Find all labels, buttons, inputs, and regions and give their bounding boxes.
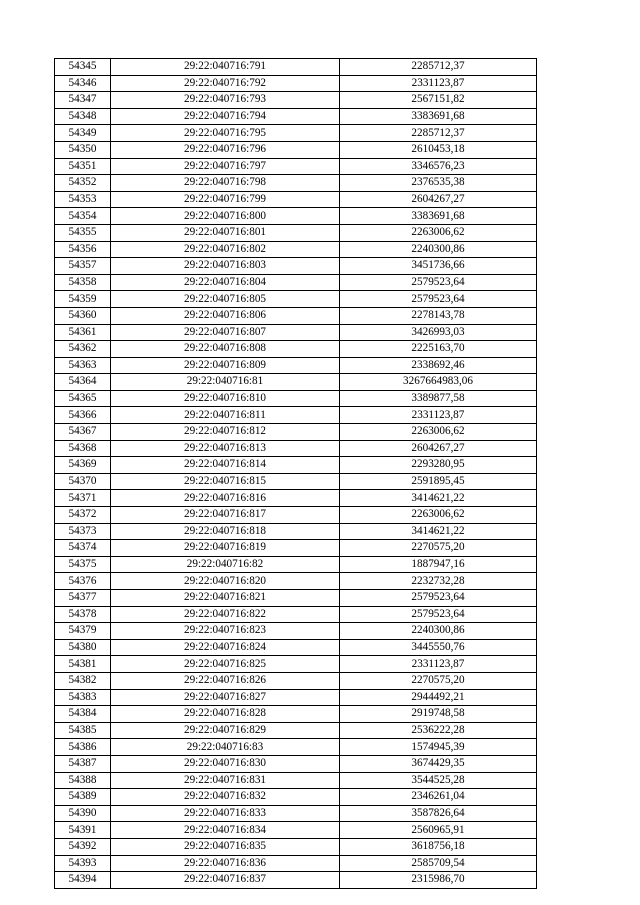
row-number-cell: 54361 (55, 324, 111, 341)
row-number-cell: 54388 (55, 772, 111, 789)
cadastral-number-cell: 29:22:040716:808 (111, 341, 340, 358)
cadastral-number-cell: 29:22:040716:82 (111, 556, 340, 573)
table-row (55, 490, 537, 507)
table-row (55, 241, 537, 258)
table-row (55, 755, 537, 772)
table-row (55, 125, 537, 142)
table-row (55, 424, 537, 441)
cadastral-value-cell: 2376535,38 (340, 175, 537, 192)
cadastral-number-cell: 29:22:040716:803 (111, 258, 340, 275)
cadastral-value-cell: 2263006,62 (340, 224, 537, 241)
cadastral-value-cell: 2331123,87 (340, 407, 537, 424)
row-number-cell: 54372 (55, 507, 111, 524)
cadastral-value-cell: 3414621,22 (340, 523, 537, 540)
cadastral-value-cell: 2919748,58 (340, 706, 537, 723)
table-row (55, 556, 537, 573)
cadastral-value-cell: 2270575,20 (340, 540, 537, 557)
cadastral-number-cell: 29:22:040716:795 (111, 125, 340, 142)
table-row (55, 175, 537, 192)
cadastral-number-cell: 29:22:040716:820 (111, 573, 340, 590)
cadastral-number-cell: 29:22:040716:798 (111, 175, 340, 192)
table-row (55, 507, 537, 524)
cadastral-value-cell: 3426993,03 (340, 324, 537, 341)
cadastral-value-cell: 2278143,78 (340, 307, 537, 324)
cadastral-number-cell: 29:22:040716:811 (111, 407, 340, 424)
table-row (55, 357, 537, 374)
cadastral-number-cell: 29:22:040716:813 (111, 440, 340, 457)
cadastral-number-cell: 29:22:040716:799 (111, 191, 340, 208)
table-row (55, 258, 537, 275)
cadastral-value-cell: 3618756,18 (340, 838, 537, 855)
cadastral-value-cell: 2560965,91 (340, 822, 537, 839)
row-number-cell: 54350 (55, 141, 111, 158)
cadastral-number-cell: 29:22:040716:822 (111, 606, 340, 623)
cadastral-value-cell: 2579523,64 (340, 606, 537, 623)
row-number-cell: 54357 (55, 258, 111, 275)
cadastral-value-cell: 2567151,82 (340, 92, 537, 109)
row-number-cell: 54370 (55, 473, 111, 490)
row-number-cell: 54381 (55, 656, 111, 673)
table-row (55, 407, 537, 424)
cadastral-number-cell: 29:22:040716:817 (111, 507, 340, 524)
cadastral-value-cell: 2225163,70 (340, 341, 537, 358)
cadastral-value-cell: 2610453,18 (340, 141, 537, 158)
cadastral-number-cell: 29:22:040716:812 (111, 424, 340, 441)
row-number-cell: 54378 (55, 606, 111, 623)
cadastral-number-cell: 29:22:040716:823 (111, 623, 340, 640)
cadastral-value-cell: 2232732,28 (340, 573, 537, 590)
row-number-cell: 54351 (55, 158, 111, 175)
cadastral-number-cell: 29:22:040716:793 (111, 92, 340, 109)
cadastral-number-cell: 29:22:040716:802 (111, 241, 340, 258)
row-number-cell: 54371 (55, 490, 111, 507)
table-row (55, 855, 537, 872)
cadastral-value-cell: 2579523,64 (340, 590, 537, 607)
table-row (55, 108, 537, 125)
cadastral-value-cell: 2579523,64 (340, 291, 537, 308)
cadastral-value-cell: 2579523,64 (340, 274, 537, 291)
cadastral-value-cell: 2331123,87 (340, 656, 537, 673)
cadastral-value-cell: 2604267,27 (340, 440, 537, 457)
table-row (55, 440, 537, 457)
cadastral-number-cell: 29:22:040716:792 (111, 75, 340, 92)
row-number-cell: 54377 (55, 590, 111, 607)
cadastral-value-cell: 2263006,62 (340, 507, 537, 524)
cadastral-value-cell: 3383691,68 (340, 108, 537, 125)
cadastral-value-cell: 2285712,37 (340, 125, 537, 142)
cadastral-number-cell: 29:22:040716:821 (111, 590, 340, 607)
cadastral-number-cell: 29:22:040716:818 (111, 523, 340, 540)
row-number-cell: 54382 (55, 672, 111, 689)
cadastral-number-cell: 29:22:040716:837 (111, 872, 340, 889)
cadastral-value-cell: 3389877,58 (340, 390, 537, 407)
cadastral-number-cell: 29:22:040716:824 (111, 639, 340, 656)
row-number-cell: 54385 (55, 722, 111, 739)
row-number-cell: 54365 (55, 390, 111, 407)
cadastral-number-cell: 29:22:040716:828 (111, 706, 340, 723)
row-number-cell: 54376 (55, 573, 111, 590)
cadastral-number-cell: 29:22:040716:827 (111, 689, 340, 706)
row-number-cell: 54359 (55, 291, 111, 308)
row-number-cell: 54392 (55, 838, 111, 855)
table-row (55, 523, 537, 540)
cadastral-value-cell: 1887947,16 (340, 556, 537, 573)
row-number-cell: 54384 (55, 706, 111, 723)
cadastral-number-cell: 29:22:040716:800 (111, 208, 340, 225)
row-number-cell: 54390 (55, 805, 111, 822)
cadastral-value-table (54, 58, 537, 889)
cadastral-value-cell: 2270575,20 (340, 672, 537, 689)
cadastral-number-cell: 29:22:040716:832 (111, 789, 340, 806)
row-number-cell: 54345 (55, 59, 111, 76)
table-row (55, 689, 537, 706)
table-row (55, 341, 537, 358)
table-row (55, 274, 537, 291)
row-number-cell: 54364 (55, 374, 111, 391)
cadastral-value-cell: 2293280,95 (340, 457, 537, 474)
table-row (55, 307, 537, 324)
cadastral-value-cell: 2240300,86 (340, 623, 537, 640)
table-row (55, 473, 537, 490)
cadastral-value-cell: 2285712,37 (340, 59, 537, 76)
cadastral-number-cell: 29:22:040716:834 (111, 822, 340, 839)
cadastral-value-cell: 3445550,76 (340, 639, 537, 656)
cadastral-value-cell: 2536222,28 (340, 722, 537, 739)
cadastral-number-cell: 29:22:040716:829 (111, 722, 340, 739)
cadastral-value-cell: 2585709,54 (340, 855, 537, 872)
cadastral-number-cell: 29:22:040716:825 (111, 656, 340, 673)
cadastral-value-cell: 3544525,28 (340, 772, 537, 789)
table-row (55, 390, 537, 407)
row-number-cell: 54367 (55, 424, 111, 441)
cadastral-value-cell: 3587826,64 (340, 805, 537, 822)
cadastral-value-cell: 3451736,66 (340, 258, 537, 275)
row-number-cell: 54348 (55, 108, 111, 125)
row-number-cell: 54349 (55, 125, 111, 142)
cadastral-value-cell: 3267664983,06 (340, 374, 537, 391)
row-number-cell: 54366 (55, 407, 111, 424)
cadastral-value-cell: 2263006,62 (340, 424, 537, 441)
row-number-cell: 54386 (55, 739, 111, 756)
row-number-cell: 54360 (55, 307, 111, 324)
cadastral-number-cell: 29:22:040716:809 (111, 357, 340, 374)
cadastral-number-cell: 29:22:040716:830 (111, 755, 340, 772)
cadastral-number-cell: 29:22:040716:805 (111, 291, 340, 308)
cadastral-value-cell: 2315986,70 (340, 872, 537, 889)
row-number-cell: 54375 (55, 556, 111, 573)
cadastral-number-cell: 29:22:040716:806 (111, 307, 340, 324)
cadastral-value-cell: 3414621,22 (340, 490, 537, 507)
row-number-cell: 54394 (55, 872, 111, 889)
cadastral-value-cell: 2591895,45 (340, 473, 537, 490)
cadastral-number-cell: 29:22:040716:819 (111, 540, 340, 557)
cadastral-number-cell: 29:22:040716:833 (111, 805, 340, 822)
cadastral-value-cell: 2604267,27 (340, 191, 537, 208)
table-row (55, 158, 537, 175)
table-body (55, 59, 537, 889)
table-row (55, 822, 537, 839)
cadastral-number-cell: 29:22:040716:794 (111, 108, 340, 125)
cadastral-number-cell: 29:22:040716:804 (111, 274, 340, 291)
row-number-cell: 54368 (55, 440, 111, 457)
cadastral-number-cell: 29:22:040716:826 (111, 672, 340, 689)
table-row (55, 872, 537, 889)
table-row (55, 457, 537, 474)
cadastral-number-cell: 29:22:040716:807 (111, 324, 340, 341)
cadastral-value-cell: 2331123,87 (340, 75, 537, 92)
row-number-cell: 54352 (55, 175, 111, 192)
cadastral-number-cell: 29:22:040716:815 (111, 473, 340, 490)
table-row (55, 672, 537, 689)
table-row (55, 805, 537, 822)
table-row (55, 739, 537, 756)
row-number-cell: 54346 (55, 75, 111, 92)
row-number-cell: 54356 (55, 241, 111, 258)
cadastral-value-cell: 2240300,86 (340, 241, 537, 258)
table-row (55, 191, 537, 208)
table-row (55, 656, 537, 673)
cadastral-number-cell: 29:22:040716:791 (111, 59, 340, 76)
cadastral-number-cell: 29:22:040716:801 (111, 224, 340, 241)
table-row (55, 224, 537, 241)
cadastral-value-cell: 1574945,39 (340, 739, 537, 756)
row-number-cell: 54354 (55, 208, 111, 225)
row-number-cell: 54347 (55, 92, 111, 109)
row-number-cell: 54353 (55, 191, 111, 208)
cadastral-number-cell: 29:22:040716:816 (111, 490, 340, 507)
table-row (55, 639, 537, 656)
row-number-cell: 54391 (55, 822, 111, 839)
table-row (55, 141, 537, 158)
cadastral-number-cell: 29:22:040716:814 (111, 457, 340, 474)
table-row (55, 208, 537, 225)
cadastral-number-cell: 29:22:040716:83 (111, 739, 340, 756)
cadastral-value-cell: 3383691,68 (340, 208, 537, 225)
table-row (55, 590, 537, 607)
cadastral-value-cell: 3346576,23 (340, 158, 537, 175)
cadastral-value-cell: 2944492,21 (340, 689, 537, 706)
cadastral-number-cell: 29:22:040716:836 (111, 855, 340, 872)
row-number-cell: 54358 (55, 274, 111, 291)
row-number-cell: 54355 (55, 224, 111, 241)
row-number-cell: 54369 (55, 457, 111, 474)
cadastral-number-cell: 29:22:040716:81 (111, 374, 340, 391)
cadastral-number-cell: 29:22:040716:796 (111, 141, 340, 158)
table-row (55, 324, 537, 341)
table-row (55, 374, 537, 391)
table-row (55, 540, 537, 557)
table-row (55, 789, 537, 806)
table-row (55, 573, 537, 590)
row-number-cell: 54393 (55, 855, 111, 872)
row-number-cell: 54387 (55, 755, 111, 772)
table-row (55, 772, 537, 789)
cadastral-number-cell: 29:22:040716:831 (111, 772, 340, 789)
table-row (55, 92, 537, 109)
cadastral-number-cell: 29:22:040716:835 (111, 838, 340, 855)
row-number-cell: 54389 (55, 789, 111, 806)
table-row (55, 722, 537, 739)
row-number-cell: 54374 (55, 540, 111, 557)
cadastral-value-cell: 2346261,04 (340, 789, 537, 806)
table-row (55, 291, 537, 308)
cadastral-value-cell: 2338692,46 (340, 357, 537, 374)
row-number-cell: 54380 (55, 639, 111, 656)
table-row (55, 623, 537, 640)
table-row (55, 706, 537, 723)
table-row (55, 606, 537, 623)
cadastral-number-cell: 29:22:040716:810 (111, 390, 340, 407)
table-row (55, 75, 537, 92)
row-number-cell: 54362 (55, 341, 111, 358)
table-row (55, 59, 537, 76)
row-number-cell: 54373 (55, 523, 111, 540)
table-row (55, 838, 537, 855)
row-number-cell: 54363 (55, 357, 111, 374)
row-number-cell: 54379 (55, 623, 111, 640)
cadastral-value-cell: 3674429,35 (340, 755, 537, 772)
row-number-cell: 54383 (55, 689, 111, 706)
cadastral-number-cell: 29:22:040716:797 (111, 158, 340, 175)
